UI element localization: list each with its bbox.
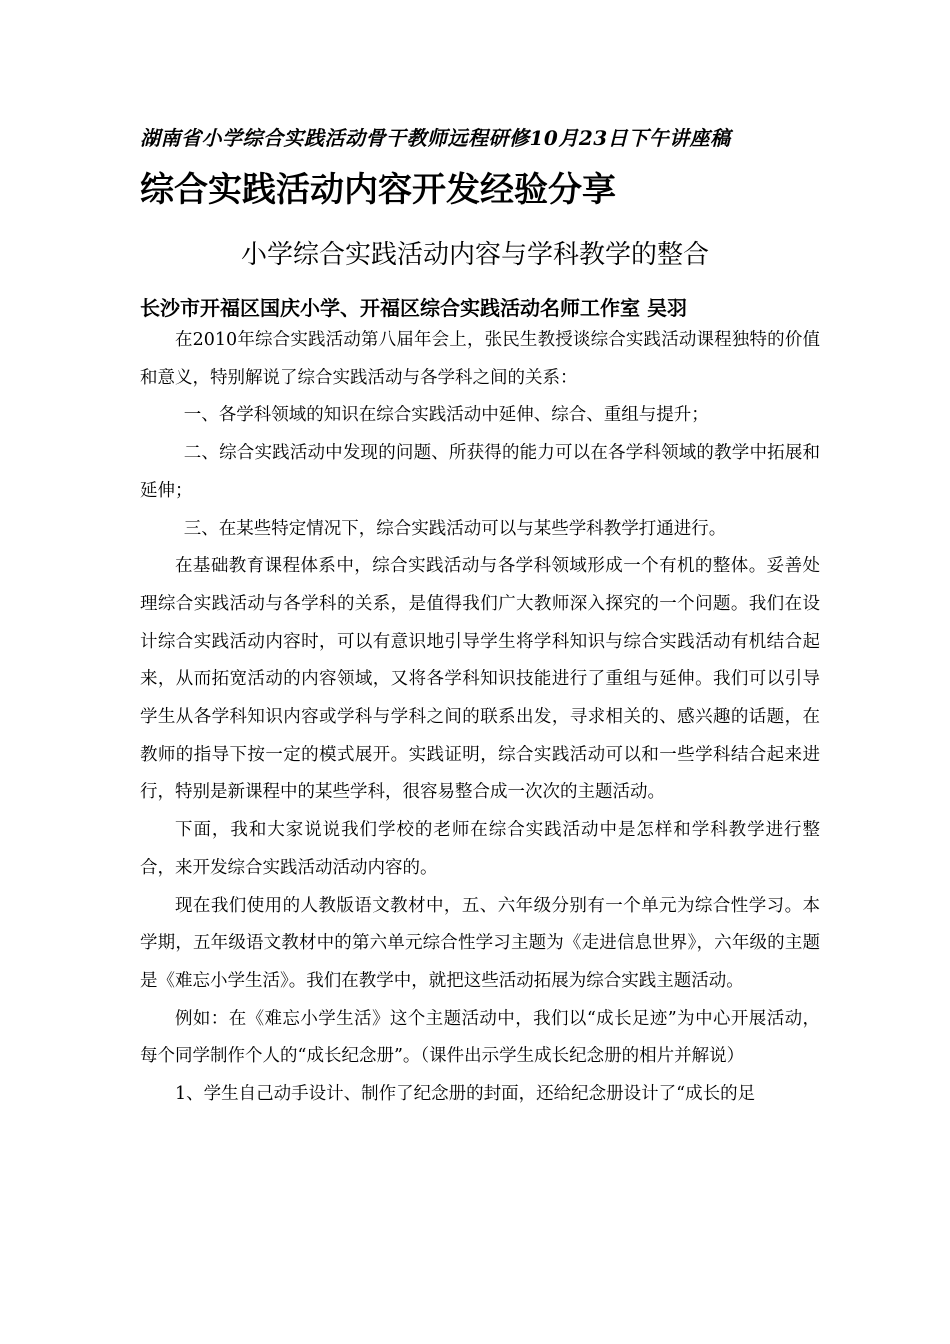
list-item: 三、在某些特定情况下，综合实践活动可以与某些学科教学打通进行。 xyxy=(183,518,727,539)
list-item: 一、各学科领域的知识在综合实践活动中延伸、综合、重组与提升； xyxy=(183,405,709,426)
paragraph: 在基础教育课程体系中，综合实践活动与各学科领域形成一个有机的整体。妥善处理综合实践活动与各学科的关系，是值得我们广大教师深入探究的一个问题。我们在设计综合实践活动内容时，可以有意识地引导学生将学科知识与综合实践活动有机结合起来，从而拓宽活动的内容领域，又将各学科知识技能进行了重组与延伸。我们可以引导学生从各学科知识内容或学科与学科之间的联系出发，寻求相关的、感兴趣的话题，在教师的指导下按一定的模式展开。实践证明，综合实践活动可以和一些学科结合起来进行，特别是新课程中的某些学科，很容易整合成一次次的主题活动。 xyxy=(140,556,820,803)
paragraph: 在2010年综合实践活动第八届年会上，张民生教授谈综合实践活动课程独特的价值和意义，特别解说了综合实践活动与各学科之间的关系： xyxy=(140,330,820,388)
paragraph: 现在我们使用的人教版语文教材中，五、六年级分别有一个单元为综合性学习。本学期，五年级语文教材中的第六单元综合性学习主题为《走进信息世界》，六年级的主题是《难忘小学生活》。我们在教学中，就把这些活动拓展为综合实践主题活动。 xyxy=(140,895,820,991)
body-text xyxy=(140,322,820,1114)
author-line: 长沙市开福区国庆小学、开福区综合实践活动名师工作室 吴羽 xyxy=(140,296,687,320)
sub-title: 小学综合实践活动内容与学科教学的整合 xyxy=(240,240,709,270)
paragraph: 下面，我和大家说说我们学校的老师在综合实践活动中是怎样和学科教学进行整合，来开发综合实践活动活动内容的。 xyxy=(140,820,820,878)
lecture-header-line: 湖南省小学综合实践活动骨干教师远程研修10月23日下午讲座稿 xyxy=(140,126,731,150)
main-title: 综合实践活动内容开发经验分享 xyxy=(140,170,616,210)
paragraph: 例如：在《难忘小学生活》这个主题活动中，我们以“成长足迹”为中心开展活动，每个同学制作个人的“成长纪念册”。（课件出示学生成长纪念册的相片并解说） xyxy=(140,1008,820,1067)
list-item: 二、综合实践活动中发现的问题、所获得的能力可以在各学科领域的教学中拓展和延伸； xyxy=(140,443,820,501)
paragraph: 1、学生自己动手设计、制作了纪念册的封面，还给纪念册设计了“成长的足 xyxy=(175,1084,756,1105)
